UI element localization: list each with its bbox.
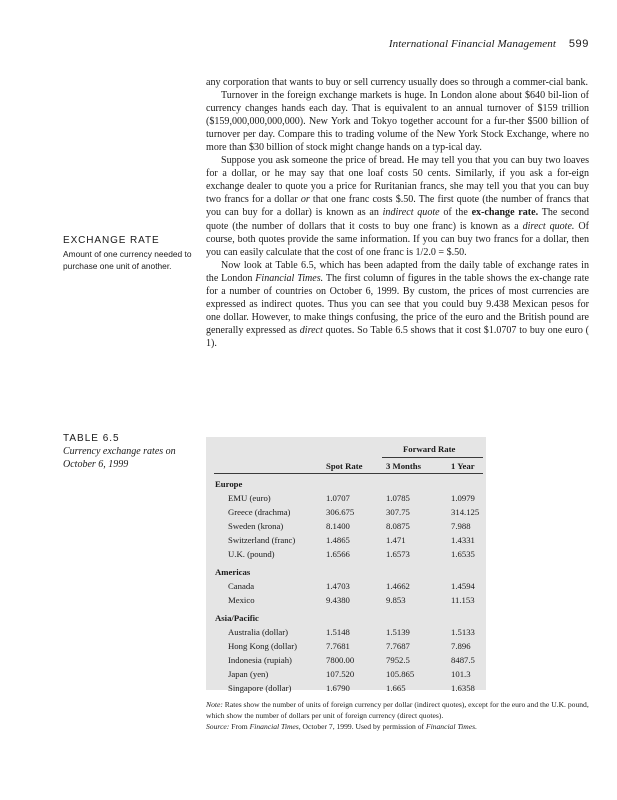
column-header: 1 Year xyxy=(451,461,475,471)
text-run: Of course, both quotes provide the same information. If you can buy two francs for a dollar, then you can easily calculate that the cost of one franc is 1/2.0 = $.50. xyxy=(206,220,590,258)
exchange-rate-table xyxy=(206,437,486,693)
forward-3m-cell: 8.0875 xyxy=(386,521,410,531)
body-text xyxy=(206,76,589,350)
margin-definition xyxy=(63,234,203,273)
country-cell: Mexico xyxy=(228,595,255,605)
country-cell: Australia (dollar) xyxy=(228,627,289,637)
table-caption xyxy=(63,432,203,471)
spot-rate-cell: 1.6790 xyxy=(326,683,350,693)
text-run: Suppose you ask someone the price of bread. He may tell you that you can buy two loaves for a dollar, or he may say that one loaf costs 50 cents. Similarly, if you ask a for-eign exchange dealer to quote you a price for Ruritanian francs, she may tell you that you can buy two francs for a dollar xyxy=(206,155,589,206)
running-title: International Financial Management xyxy=(388,38,556,50)
paragraph xyxy=(206,76,589,89)
paragraph xyxy=(206,259,589,350)
spot-rate-cell: 9.4380 xyxy=(326,595,350,605)
spot-rate-cell: 107.520 xyxy=(326,669,355,679)
country-cell: EMU (euro) xyxy=(228,493,271,503)
forward-1y-cell: 8487.5 xyxy=(451,655,475,665)
forward-rate-header: Forward Rate xyxy=(403,444,456,454)
text-run: direct xyxy=(299,324,323,336)
forward-1y-cell: 7.896 xyxy=(451,641,471,651)
text-run: that one franc costs $.50. The first quote (the number of francs that you can buy for a dollar) is known as an xyxy=(206,194,590,219)
table-group-heading: Americas xyxy=(215,567,251,577)
forward-1y-cell: 1.6358 xyxy=(451,683,475,693)
country-cell: Canada xyxy=(228,581,255,591)
forward-3m-cell: 1.4662 xyxy=(386,581,410,591)
text-run: any corporation that wants to buy or sell currency usually does so through a commer-cial bank. xyxy=(206,77,589,88)
text-run: or xyxy=(300,194,310,206)
table-group-heading: Europe xyxy=(215,479,243,489)
forward-3m-cell: 9.853 xyxy=(386,595,406,605)
text-run: October 7, 1999. Used by permission of xyxy=(300,722,426,732)
note-label: Note: xyxy=(206,700,223,709)
forward-1y-cell: 11.153 xyxy=(451,595,475,605)
text-run: Turnover in the foreign exchange markets is huge. In London alone about $640 bil-lion of currency changes hands each day. That is equivalent to an annual turnover of $159 trillion ($159,000,000,000,000). New York and Tokyo together account for a fur-ther $500 billion of turnover per day. Compare this to trading volume of the New York Stock Exchange, where no more than $30 billion of stock might change hands on a typ-ical day. xyxy=(206,90,589,154)
text-run: From xyxy=(229,722,250,732)
forward-3m-cell: 1.471 xyxy=(386,535,406,545)
spot-rate-cell: 1.0707 xyxy=(326,493,350,503)
spot-rate-cell: 1.4865 xyxy=(326,535,350,545)
country-cell: Switzerland (franc) xyxy=(228,535,296,545)
text-run: The first column of figures in the table shows the ex-change rate for a number of countries on October 6, 1999. By custom, the prices of most currencies are expressed as indirect quotes. Thus you can see that you could buy 9.438 Mexican pesos for one dollar. However, to make things confusing, the price of the euro and the British pound are generally expressed as xyxy=(206,272,589,336)
table-rule xyxy=(382,457,483,458)
text-run: of the xyxy=(439,207,472,219)
text-run: Now look at Table 6.5, which has been adapted from the daily table of exchange rates in the London xyxy=(206,259,589,284)
table-number: TABLE 6.5 xyxy=(63,433,120,444)
forward-3m-cell: 7.7687 xyxy=(386,641,410,651)
country-cell: Singapore (dollar) xyxy=(228,683,292,693)
country-cell: Japan (yen) xyxy=(228,669,269,679)
text-run: ex-change rate. xyxy=(471,207,539,219)
spot-rate-cell: 1.4703 xyxy=(326,581,350,591)
text-run: direct quote. xyxy=(522,220,575,232)
margin-term: EXCHANGE RATE xyxy=(63,235,160,246)
text-run: Financial Times. xyxy=(425,722,477,732)
forward-3m-cell: 1.0785 xyxy=(386,493,410,503)
country-cell: Sweden (krona) xyxy=(228,521,284,531)
forward-1y-cell: 7.988 xyxy=(451,521,471,531)
country-cell: U.K. (pound) xyxy=(228,549,275,559)
text-run: The second quote (the number of dollars that it costs to buy one franc) is known as a xyxy=(206,207,589,232)
table-rule xyxy=(214,473,483,474)
country-cell: Hong Kong (dollar) xyxy=(228,641,298,651)
forward-1y-cell: 101.3 xyxy=(451,669,471,679)
forward-3m-cell: 1.6573 xyxy=(386,549,410,559)
source-label: Source: xyxy=(206,722,230,732)
paragraph xyxy=(206,154,589,258)
forward-3m-cell: 7952.5 xyxy=(386,655,410,665)
forward-3m-cell: 105.865 xyxy=(386,669,415,679)
margin-definition-text: Amount of one currency needed to purchase one unit of another. xyxy=(63,249,192,272)
country-cell: Greece (drachma) xyxy=(228,507,291,517)
forward-1y-cell: 1.6535 xyxy=(451,549,475,559)
spot-rate-cell: 1.5148 xyxy=(326,627,350,637)
column-header: 3 Months xyxy=(386,461,421,471)
forward-1y-cell: 1.5133 xyxy=(451,627,475,637)
running-header xyxy=(389,38,589,50)
paragraph xyxy=(206,89,589,154)
text-run: quotes. So Table 6.5 shows that it cost $1.0707 to buy one euro ( 1). xyxy=(206,324,589,349)
note-text: Rates show the number of units of foreign currency per dollar (indirect quotes), except for the euro and the U.K. pound, which show the number of dollars per unit of foreign currency (direct quotes). xyxy=(206,700,589,721)
spot-rate-cell: 1.6566 xyxy=(326,549,350,559)
text-run: Financial Times, xyxy=(249,722,301,732)
table-note xyxy=(206,699,596,721)
table-group-heading: Asia/Pacific xyxy=(215,613,259,623)
forward-1y-cell: 314.125 xyxy=(451,507,480,517)
column-header: Spot Rate xyxy=(326,461,363,471)
table-caption-text: Currency exchange rates on October 6, 1999 xyxy=(63,446,176,470)
forward-1y-cell: 1.0979 xyxy=(451,493,475,503)
spot-rate-cell: 306.675 xyxy=(326,507,355,517)
text-run: indirect quote xyxy=(382,207,440,219)
country-cell: Indonesia (rupiah) xyxy=(228,655,292,665)
table-source xyxy=(206,721,596,732)
text-run: Financial Times. xyxy=(255,272,324,284)
forward-3m-cell: 307.75 xyxy=(386,507,410,517)
spot-rate-cell: 7.7681 xyxy=(326,641,350,651)
spot-rate-cell: 7800.00 xyxy=(326,655,355,665)
forward-1y-cell: 1.4594 xyxy=(451,581,475,591)
spot-rate-cell: 8.1400 xyxy=(326,521,350,531)
table-notes xyxy=(206,699,596,733)
page-number: 599 xyxy=(568,38,589,50)
forward-1y-cell: 1.4331 xyxy=(451,535,475,545)
forward-3m-cell: 1.665 xyxy=(386,683,406,693)
forward-3m-cell: 1.5139 xyxy=(386,627,410,637)
